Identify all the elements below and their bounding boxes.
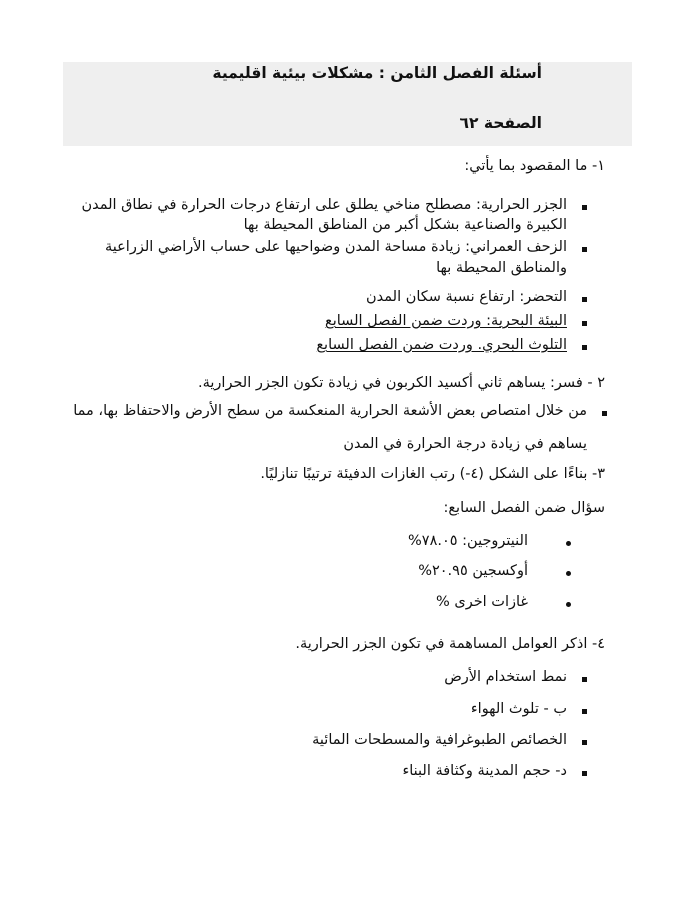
bullet-square bbox=[602, 411, 607, 416]
question-1-title: ١- ما المقصود بما يأتي: bbox=[464, 158, 605, 174]
bullet-square bbox=[582, 677, 587, 682]
q4-item-2: ب - تلوث الهواء bbox=[470, 701, 567, 717]
bullet-square bbox=[582, 205, 587, 210]
bullet-dot bbox=[566, 571, 571, 576]
q2-answer-line-2: يساهم في زيادة درجة الحرارة في المدن bbox=[343, 436, 587, 452]
bullet-dot bbox=[566, 541, 571, 546]
q3-item-3: غازات اخرى % bbox=[435, 594, 528, 610]
q1-item-3: التحضر: ارتفاع نسبة سكان المدن bbox=[366, 289, 567, 305]
q1-item-5: التلوث البحري. وردت ضمن الفصل السابع bbox=[316, 337, 567, 353]
bullet-square bbox=[582, 740, 587, 745]
q1-item-4: البيئة البحرية: وردت ضمن الفصل السابع bbox=[324, 313, 567, 329]
question-3-note: سؤال ضمن الفصل السابع: bbox=[443, 500, 605, 516]
page-number: الصفحة ٦٢ bbox=[459, 114, 542, 132]
q1-item-1-line-1: الجزر الحرارية: مصطلح مناخي يطلق على ارتفاع درجات الحرارة في نطاق المدن bbox=[81, 197, 567, 213]
q1-item-2-line-2: والمناطق المحيطة بها bbox=[436, 260, 567, 276]
bullet-square bbox=[582, 297, 587, 302]
q3-item-1: النيتروجين: ٧٨.٠٥% bbox=[408, 533, 528, 549]
question-4-title: ٤- اذكر العوامل المساهمة في تكون الجزر الحرارية. bbox=[295, 636, 605, 652]
q1-item-1-line-2: الكبيرة والصناعية بشكل أكبر من المناطق المحيطة بها bbox=[243, 217, 567, 233]
bullet-square bbox=[582, 247, 587, 252]
question-3-title: ٣- بناءًا على الشكل (٤-) رتب الغازات الدفيئة ترتيبًا تنازليًا. bbox=[260, 466, 605, 482]
bullet-square bbox=[582, 345, 587, 350]
q4-item-1: نمط استخدام الأرض bbox=[444, 669, 567, 685]
q1-item-2-line-1: الزحف العمراني: زيادة مساحة المدن وضواحيها على حساب الأراضي الزراعية bbox=[104, 239, 567, 255]
q2-answer-line-1: من خلال امتصاص بعض الأشعة الحرارية المنعكسة من سطح الأرض والاحتفاظ بها، مما bbox=[73, 403, 587, 419]
q3-item-2: أوكسجين ٢٠.٩٥% bbox=[418, 563, 528, 579]
question-2-title: ٢ - فسر: يساهم ثاني أكسيد الكربون في زيادة تكون الجزر الحرارية. bbox=[198, 375, 605, 391]
bullet-square bbox=[582, 771, 587, 776]
page-title: أسئلة الفصل الثامن : مشكلات بيئية اقليمية bbox=[212, 64, 542, 82]
q4-item-3: الخصائص الطبوغرافية والمسطحات المائية bbox=[312, 732, 567, 748]
bullet-square bbox=[582, 709, 587, 714]
bullet-dot bbox=[566, 602, 571, 607]
q4-item-4: د- حجم المدينة وكثافة البناء bbox=[402, 763, 567, 779]
bullet-square bbox=[582, 321, 587, 326]
